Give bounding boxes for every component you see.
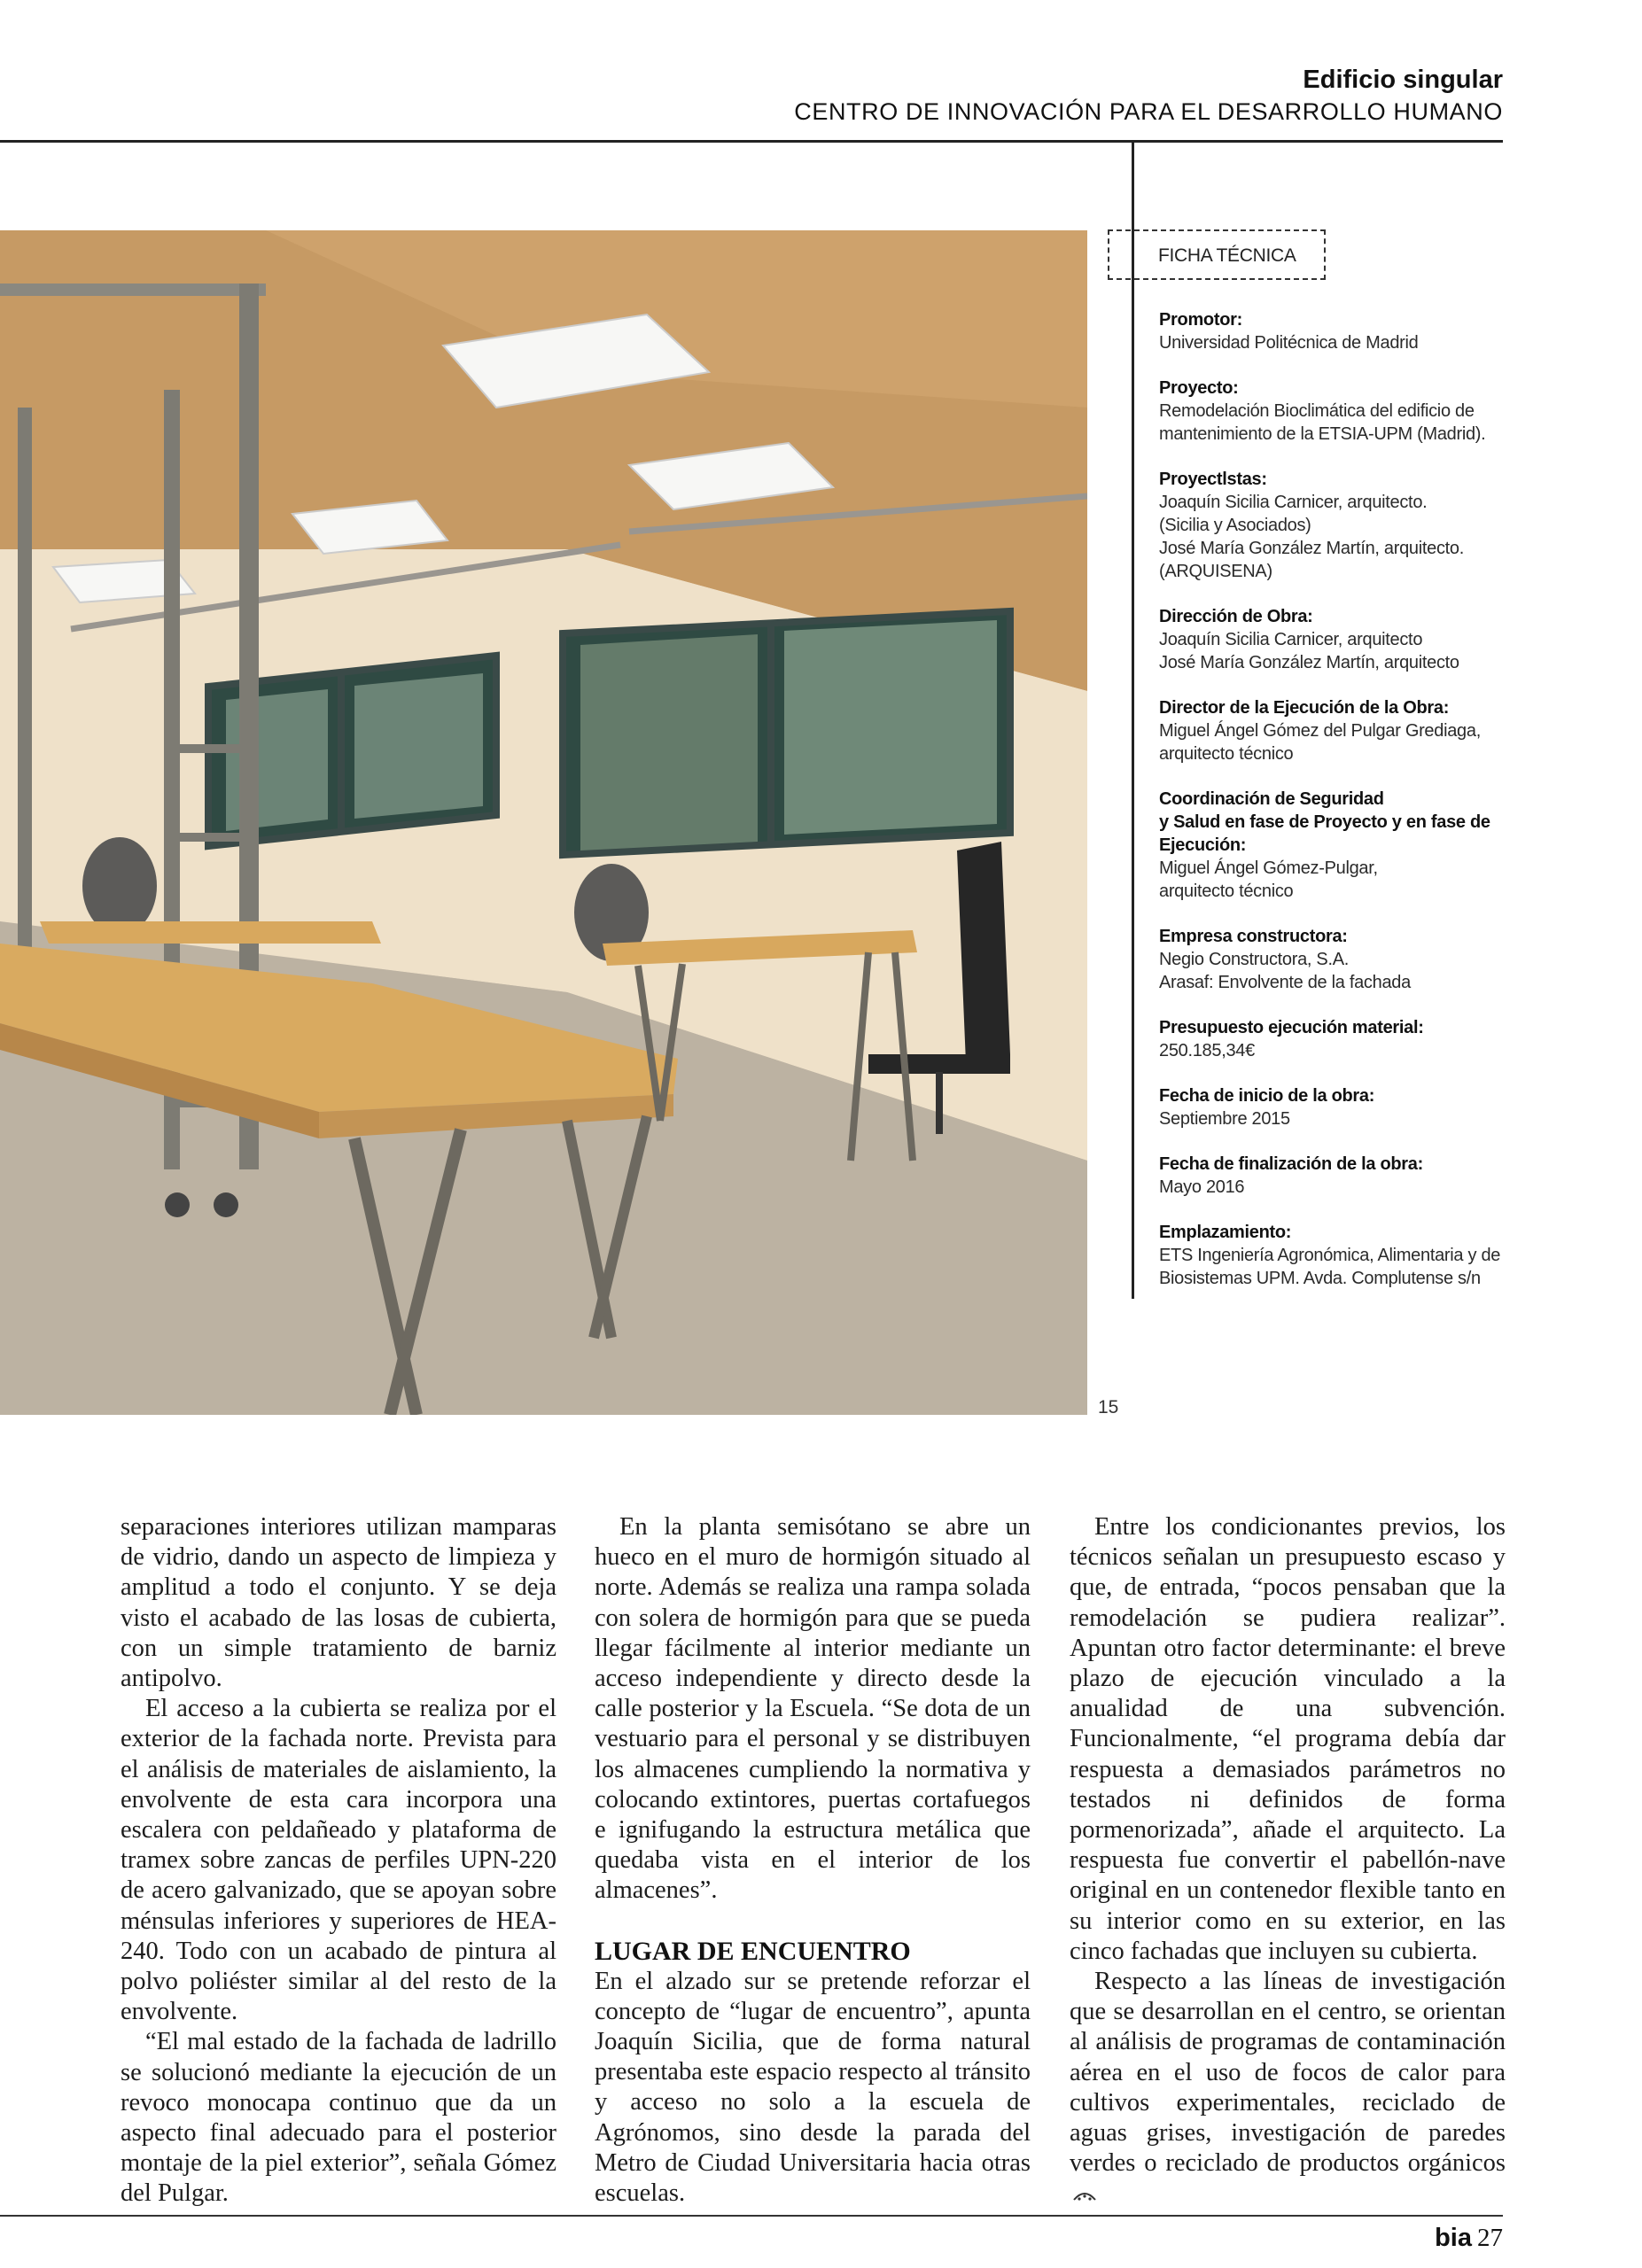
body-paragraph: En el alzado sur se pretende reforzar el concepto de “lugar de encuentro”, apunta Joaquín Sicilia, que de forma natural presentaba este espacio respecto al tránsito y acceso no solo a la escuela de Agrónomos, sino desde la parada del Metro de Ciudad Universitaria hacia otras escuelas. [595, 1967, 1031, 2208]
sidebar-divider [1132, 140, 1134, 1299]
ficha-item [1159, 696, 1514, 765]
body-paragraph-text: Respecto a las líneas de investigación que se desarrollan en el centro, se orientan al análisis de programas de contaminación aérea en el uso de focos de calor para cultivos experimentales, reciclado de aguas grises, investigación de paredes verdes o reciclado de productos orgánicos [1070, 1968, 1506, 2178]
body-paragraph: “El mal estado de la fachada de ladrillo se solucionó mediante la ejecución de un revoco monocapa continuo que da un aspecto final adecuado para el posterior montaje de la piel exterior”, señala Gómez del Pulgar. [121, 2028, 556, 2208]
text-column-2 [595, 1512, 1031, 2209]
magazine-brand: bia [1435, 2224, 1472, 2252]
ficha-value: Miguel Ángel Gómez del Pulgar Grediaga, arquitecto técnico [1159, 721, 1481, 764]
ficha-tecnica-list [1159, 308, 1514, 1312]
ficha-label: Fecha de inicio de la obra: [1159, 1086, 1375, 1106]
footer-divider [0, 2215, 1503, 2217]
header-divider [0, 140, 1503, 143]
ficha-label: Proyectlstas: [1159, 470, 1267, 489]
ficha-item [1159, 468, 1514, 583]
ficha-label: Fecha de finalización de la obra: [1159, 1154, 1423, 1174]
ficha-label: Emplazamiento: [1159, 1223, 1292, 1242]
photo-number: 15 [1098, 1397, 1119, 1418]
ficha-item [1159, 308, 1514, 354]
ficha-item [1159, 605, 1514, 674]
ficha-label: Dirección de Obra: [1159, 607, 1313, 626]
ficha-value: Joaquín Sicilia Carnicer, arquitecto José María González Martín, arquitecto [1159, 630, 1459, 672]
ficha-item [1159, 788, 1514, 903]
ficha-item [1159, 1016, 1514, 1062]
ficha-value: Negio Constructora, S.A. Arasaf: Envolvente de la fachada [1159, 950, 1411, 992]
text-column-3 [1070, 1512, 1506, 2210]
ficha-value: Universidad Politécnica de Madrid [1159, 333, 1419, 353]
body-paragraph: Entre los condicionantes previos, los técnicos señalan un presupuesto escaso y que, de entrada, “pocos pensaban que la remodelación se pudiera realizar”. Apuntan otro factor determinante: el breve plazo de ejecución vinculado a la anualidad de una subvención. Funcionalmente, “el programa debía dar respuesta a demasiados parámetros no testados ni definidos de forma pormenorizada”, añade el arquitecto. La respuesta fue convertir el pabellón-nave original en un contenedor flexible tanto en su interior como en su exterior, en las cinco fachadas que incluyen su cubierta. [1070, 1513, 1506, 1965]
body-paragraph: En la planta semisótano se abre un hueco en el muro de hormigón situado al norte. Además se realiza una rampa solada con solera de hormigón para que se pueda llegar fácilmente al interior mediante un acceso independiente y directo desde la calle posterior y la Escuela. “Se dota de un vestuario para el personal y se distribuyen los almacenes cumpliendo la normativa y colocando extintores, puertas cortafuegos e ignifugando la estructura metálica que quedaba vista en el interior de los almacenes”. [595, 1513, 1031, 1905]
ficha-value: 250.185,34€ [1159, 1041, 1255, 1060]
ficha-value: ETS Ingeniería Agronómica, Alimentaria y de Biosistemas UPM. Avda. Complutense s/n [1159, 1246, 1501, 1288]
ficha-tecnica-title: FICHA TÉCNICA [1108, 229, 1326, 280]
running-header [794, 64, 1503, 128]
interior-photo [0, 230, 1087, 1415]
ficha-value: Remodelación Bioclimática del edificio de mantenimiento de la ETSIA-UPM (Madrid). [1159, 401, 1486, 444]
ficha-value: Septiembre 2015 [1159, 1109, 1290, 1129]
ficha-item [1159, 1084, 1514, 1130]
section-heading: LUGAR DE ENCUENTRO [595, 1936, 911, 1966]
section-title: Edificio singular [1303, 66, 1503, 94]
ficha-label: Director de la Ejecución de la Obra: [1159, 698, 1450, 718]
ficha-item [1159, 1153, 1514, 1199]
body-paragraph: separaciones interiores utilizan mamparas de vidrio, dando un aspecto de limpieza y amplitud a todo el conjunto. Y se deja visto el acabado de las losas de cubierta, con un simple tratamiento de barniz antipolvo. [121, 1513, 556, 1693]
ficha-value: Mayo 2016 [1159, 1177, 1245, 1197]
ficha-item [1159, 1221, 1514, 1290]
ficha-label: Empresa constructora: [1159, 927, 1348, 946]
body-paragraph-last [1070, 1967, 1506, 2210]
ficha-label: Coordinación de Seguridad y Salud en fase de Proyecto y en fase de Ejecución: [1159, 789, 1490, 855]
ficha-label: Proyecto: [1159, 378, 1239, 398]
ficha-label: Presupuesto ejecución material: [1159, 1018, 1424, 1037]
workshop-illustration [0, 230, 1087, 1415]
ficha-value: Miguel Ángel Gómez-Pulgar, arquitecto técnico [1159, 858, 1378, 901]
ficha-label: Promotor: [1159, 310, 1242, 330]
text-column-1 [121, 1512, 556, 2210]
body-paragraph: El acceso a la cubierta se realiza por el exterior de la fachada norte. Prevista para el análisis de materiales de aislamiento, la envolvente de esta cara incorpora una escalera con peldañeado y plataforma de tramex sobre zancas de perfiles UPN-220 de acero galvanizado, que se apoyan sobre ménsulas inferiores y superiores de HEA-240. Todo con un acabado de pintura al polvo poliéster similar al del resto de la envolvente. [121, 1695, 556, 2026]
ficha-item [1159, 377, 1514, 446]
ficha-item [1159, 925, 1514, 994]
article-title: CENTRO DE INNOVACIÓN PARA EL DESARROLLO HUMANO [794, 98, 1503, 125]
ficha-value: Joaquín Sicilia Carnicer, arquitecto. (Sicilia y Asociados) José María González Martín, arquitecto. (ARQUISENA) [1159, 493, 1465, 581]
page-number: 27 [1477, 2224, 1503, 2252]
page-footer [1435, 2224, 1503, 2253]
end-of-article-icon [1073, 2189, 1096, 2202]
